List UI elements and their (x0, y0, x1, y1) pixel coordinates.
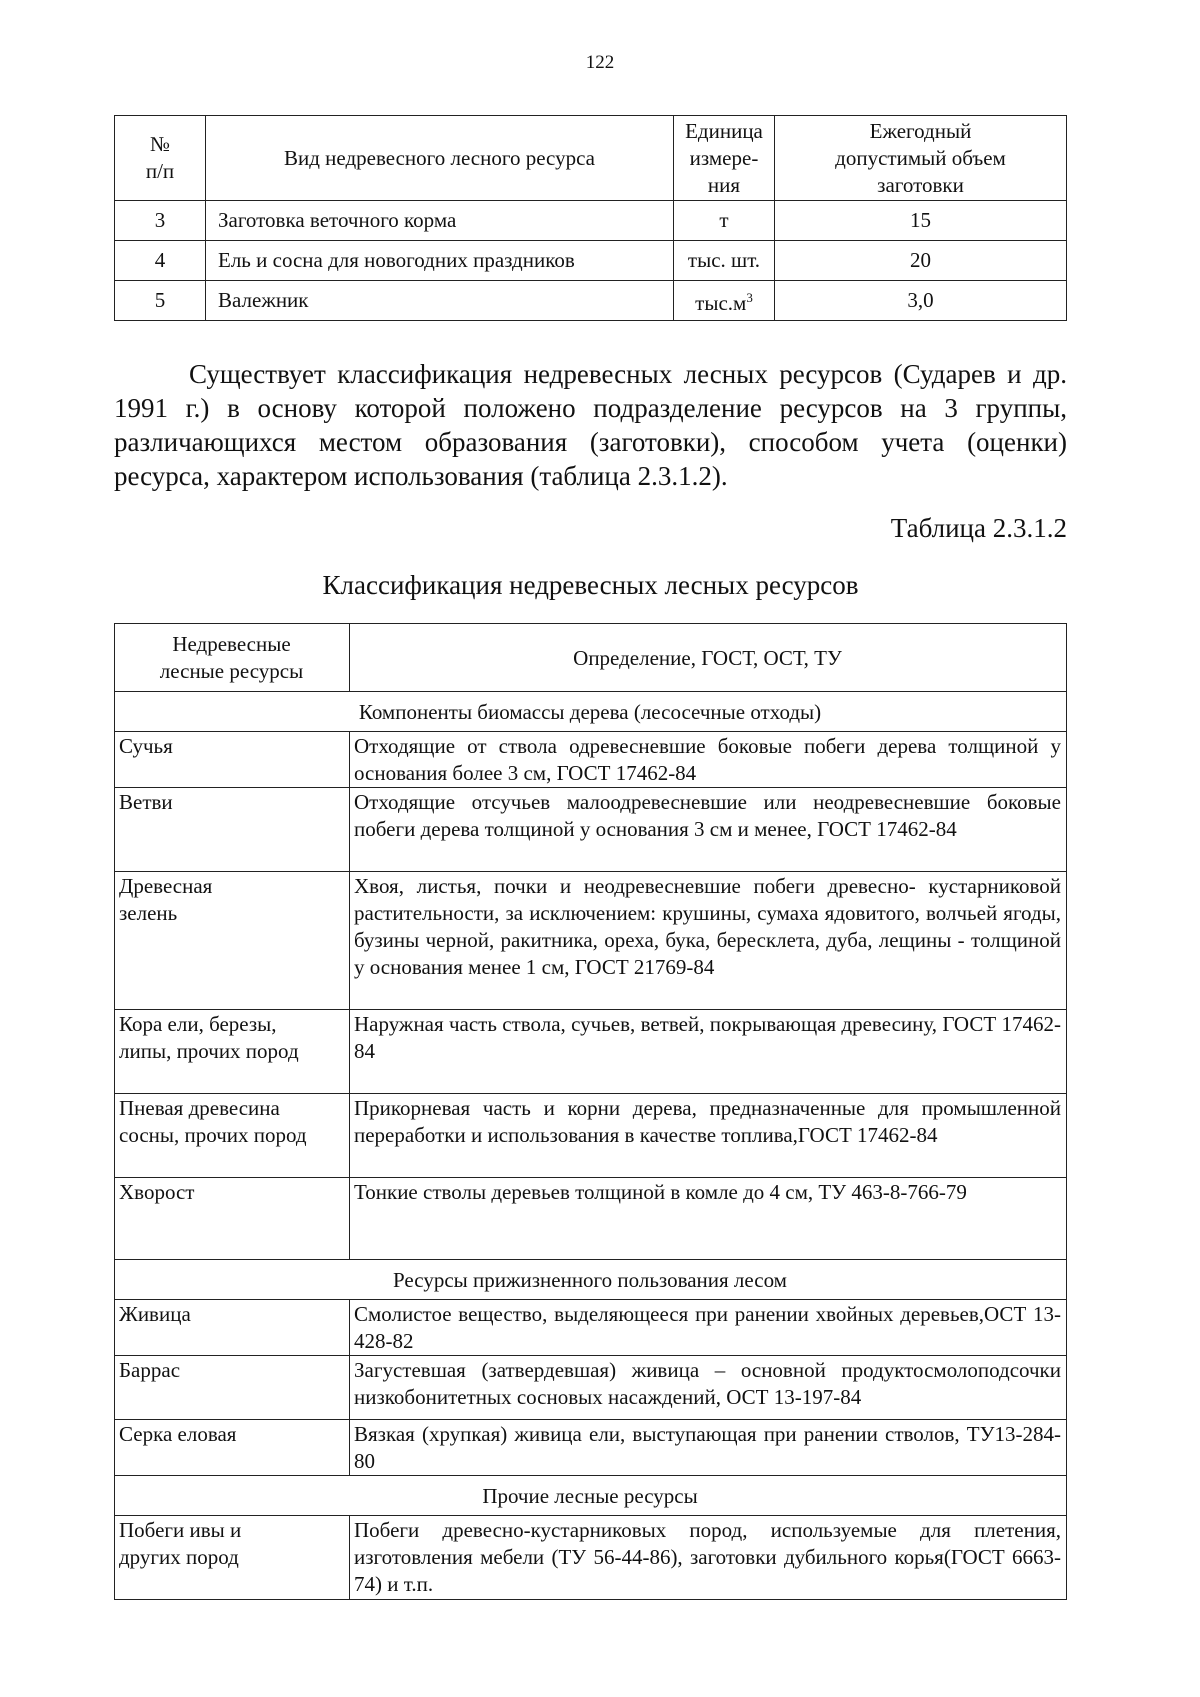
definition-cell: Наружная часть ствола, сучьев, ветвей, покрывающая древесину, ГОСТ 17462-84 (350, 1010, 1067, 1094)
row-name: Валежник (206, 281, 674, 321)
table-row (115, 241, 1067, 281)
resource-cell (115, 1178, 350, 1260)
section-title: Ресурсы прижизненного пользования лесом (115, 1260, 1067, 1300)
section-title: Прочие лесные ресурсы (115, 1476, 1067, 1516)
row-volume: 15 (775, 201, 1067, 241)
section-row (115, 1260, 1067, 1300)
header-definition: Определение, ГОСТ, ОСТ, ТУ (350, 624, 1067, 692)
header-num: № п/п (115, 116, 206, 201)
resource-line: Пневая древесина (119, 1096, 280, 1120)
table-row (115, 1356, 1067, 1420)
resource-line: Кора ели, березы, (119, 1012, 277, 1036)
resource-line: Древесная (119, 874, 213, 898)
intro-paragraph: Существует классификация недревесных лесных ресурсов (Сударев и др. 1991 г.) в основу которой положено подразделение ресурсов на 3 группы, различающихся местом образования (заготовки), способом учета (оценки) ресурса, характером использования (таблица 2.3.1.2). (114, 359, 1067, 491)
header-resource: Недревесные лесные ресурсы (115, 624, 350, 692)
resource-cell (115, 872, 350, 1010)
resource-line: Хворост (119, 1180, 195, 1204)
row-num: 4 (115, 241, 206, 281)
table-row (115, 201, 1067, 241)
row-name: Ель и сосна для новогодних праздников (206, 241, 674, 281)
resource-cell (115, 1010, 350, 1094)
table-row (115, 872, 1067, 1010)
row-name: Заготовка веточного корма (206, 201, 674, 241)
section-row (115, 1476, 1067, 1516)
table-row (115, 1178, 1067, 1260)
resource-volume-table (114, 115, 1067, 321)
resource-line: Баррас (119, 1358, 181, 1382)
row-unit: т (674, 201, 775, 241)
definition-cell: Тонкие стволы деревьев толщиной в комле до 4 см, ТУ 463-8-766-79 (350, 1178, 1067, 1260)
resource-cell (115, 1420, 350, 1476)
page-number: 122 (585, 52, 615, 73)
row-volume: 3,0 (775, 281, 1067, 321)
table-row (115, 1516, 1067, 1600)
header-name: Вид недревесного лесного ресурса (206, 116, 674, 201)
table-header-row (115, 624, 1067, 692)
table-row (115, 788, 1067, 872)
resource-cell (115, 1094, 350, 1178)
resource-line: Серка еловая (119, 1422, 237, 1446)
table-row (115, 1300, 1067, 1356)
row-num: 3 (115, 201, 206, 241)
resource-cell (115, 788, 350, 872)
classification-table (114, 623, 1067, 1600)
section-title: Компоненты биомассы дерева (лесосечные отходы) (115, 692, 1067, 732)
table-title: Классификация недревесных лесных ресурсов (322, 570, 859, 600)
row-unit: тыс. шт. (674, 241, 775, 281)
definition-cell: Отходящие от ствола одревесневшие боковые побеги дерева толщиной у основания более 3 см, ГОСТ 17462-84 (350, 732, 1067, 788)
row-volume: 20 (775, 241, 1067, 281)
header-unit: Единица измере- ния (674, 116, 775, 201)
resource-cell (115, 1300, 350, 1356)
resource-line: Ветви (119, 790, 173, 814)
section-row (115, 692, 1067, 732)
resource-line: Побеги ивы и (119, 1518, 242, 1542)
resource-cell (115, 732, 350, 788)
table-row (115, 1010, 1067, 1094)
resource-cell (115, 1516, 350, 1600)
resource-line: липы, прочих пород (119, 1039, 299, 1063)
table-row (115, 1420, 1067, 1476)
table-row (115, 732, 1067, 788)
table-row (115, 1094, 1067, 1178)
definition-cell: Загустевшая (затвердевшая) живица – основной продуктосмолоподсочки низкобонитетных сосновых насаждений, ОСТ 13-197-84 (350, 1356, 1067, 1420)
table-number-label: Таблица 2.3.1.2 (890, 513, 1067, 543)
resource-line: сосны, прочих пород (119, 1123, 307, 1147)
resource-line: Живица (119, 1302, 191, 1326)
definition-cell: Побеги древесно-кустарниковых пород, используемые для плетения, изготовления мебели (ТУ 56-44-86), заготовки дубильного корья(ГОСТ 6663-74) и т.п. (350, 1516, 1067, 1600)
resource-cell (115, 1356, 350, 1420)
definition-cell: Прикорневая часть и корни дерева, предназначенные для промышленной переработки и использования в качестве топлива,ГОСТ 17462-84 (350, 1094, 1067, 1178)
resource-line: Сучья (119, 734, 173, 758)
row-num: 5 (115, 281, 206, 321)
row-unit: $тыс.м^3$ (674, 281, 775, 321)
resource-line: зелень (119, 901, 178, 925)
table-header-row (115, 116, 1067, 201)
resource-line: других пород (119, 1545, 239, 1569)
definition-cell: Хвоя, листья, почки и неодревесневшие побеги древесно- кустарниковой растительности, за исключением: крушины, сумаха ядовитого, волчьей ягоды, бузины черной, ракитника, ореха, бука, бересклета, дуба, лещины - толщиной у основания менее 1 см, ГОСТ 21769-84 (350, 872, 1067, 1010)
definition-cell: Вязкая (хрупкая) живица ели, выступающая при ранении стволов, ТУ13-284-80 (350, 1420, 1067, 1476)
definition-cell: Смолистое вещество, выделяющееся при ранении хвойных деревьев,ОСТ 13-428-82 (350, 1300, 1067, 1356)
table-row (115, 281, 1067, 321)
definition-cell: Отходящие отсучьев малоодревесневшие или неодревесневшие боковые побеги дерева толщиной у основания 3 см и менее, ГОСТ 17462-84 (350, 788, 1067, 872)
header-volume: Ежегодный допустимый объем заготовки (775, 116, 1067, 201)
